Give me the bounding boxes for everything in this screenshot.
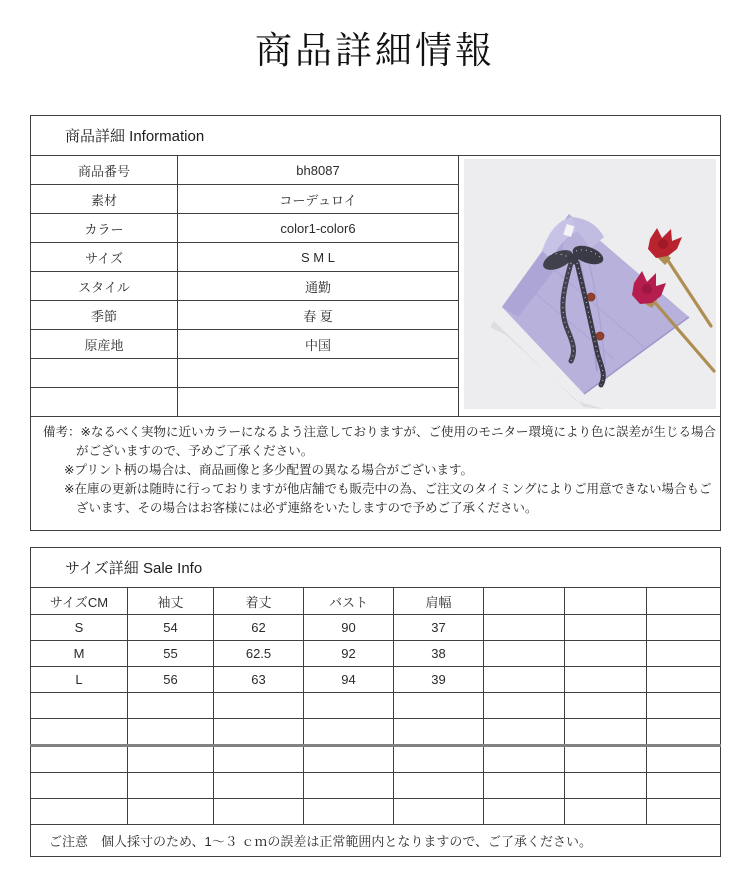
size-cell: 62	[214, 615, 304, 641]
size-cell	[484, 719, 565, 746]
size-cell	[31, 719, 128, 746]
info-label: 原産地	[31, 330, 178, 359]
info-table-header-row	[31, 116, 721, 156]
size-cell	[484, 693, 565, 719]
size-column-header	[484, 588, 565, 615]
remark-line: がございますので、予めご了承ください。	[76, 444, 314, 458]
size-cell	[647, 799, 721, 825]
info-table-title: 商品詳細 Information	[31, 116, 721, 156]
table-row	[31, 615, 721, 641]
flower-red-center	[658, 239, 668, 249]
size-cell	[565, 615, 647, 641]
size-cell	[565, 746, 647, 773]
info-value	[178, 359, 459, 388]
size-cell: 94	[304, 667, 394, 693]
size-column-header: サイズCM	[31, 588, 128, 615]
size-cell	[647, 773, 721, 799]
info-value: S M L	[178, 243, 459, 272]
table-row	[31, 156, 721, 185]
product-photo	[464, 159, 716, 409]
size-cell	[647, 641, 721, 667]
size-info-table	[30, 547, 721, 857]
size-cell: 90	[304, 615, 394, 641]
size-cell: 92	[304, 641, 394, 667]
size-cell	[128, 719, 214, 746]
flower-pink-center	[642, 284, 652, 294]
size-cell	[128, 773, 214, 799]
info-value: 春 夏	[178, 301, 459, 330]
size-cell: 37	[394, 615, 484, 641]
size-cell	[647, 667, 721, 693]
size-cell: 63	[214, 667, 304, 693]
table-row	[31, 746, 721, 773]
size-column-header-row	[31, 588, 721, 615]
info-value: コーデュロイ	[178, 185, 459, 214]
size-cell	[304, 773, 394, 799]
size-cell	[214, 773, 304, 799]
size-cell	[484, 615, 565, 641]
table-row	[31, 693, 721, 719]
size-cell	[394, 719, 484, 746]
product-photo-cell	[459, 156, 721, 417]
size-column-header	[647, 588, 721, 615]
size-table-title: サイズ詳細 Sale Info	[31, 548, 721, 588]
info-label: 季節	[31, 301, 178, 330]
size-cell	[565, 641, 647, 667]
size-cell	[394, 773, 484, 799]
table-row	[31, 799, 721, 825]
remark-line: ※在庫の更新は随時に行っておりますが他店舗でも販売中の為、ご注文のタイミングによりご用意できない場合もご	[64, 482, 712, 496]
size-cell	[565, 667, 647, 693]
size-table-header-row	[31, 548, 721, 588]
size-cell	[565, 799, 647, 825]
size-cell	[565, 719, 647, 746]
size-cell	[484, 641, 565, 667]
size-cell	[394, 746, 484, 773]
size-cell	[128, 693, 214, 719]
info-label: カラー	[31, 214, 178, 243]
size-note: ご注意 個人採寸のため、1～３ ｃｍの誤差は正常範囲内となりますので、ご了承ください。	[31, 825, 721, 857]
size-cell	[31, 746, 128, 773]
size-cell	[214, 693, 304, 719]
size-column-header: 袖丈	[128, 588, 214, 615]
remarks	[31, 417, 721, 531]
table-row	[31, 641, 721, 667]
size-cell	[647, 615, 721, 641]
size-cell: 54	[128, 615, 214, 641]
size-cell	[565, 693, 647, 719]
size-cell	[214, 719, 304, 746]
size-cell: 38	[394, 641, 484, 667]
remark-line: ※プリント柄の場合は、商品画像と多少配置の異なる場合がございます。	[64, 463, 473, 477]
info-label: 商品番号	[31, 156, 178, 185]
info-label: サイズ	[31, 243, 178, 272]
size-column-header	[565, 588, 647, 615]
size-cell: S	[31, 615, 128, 641]
size-cell	[214, 799, 304, 825]
size-cell	[31, 799, 128, 825]
size-cell: L	[31, 667, 128, 693]
size-cell	[31, 773, 128, 799]
size-cell	[647, 693, 721, 719]
size-column-header: バスト	[304, 588, 394, 615]
page-title: 商品詳細情報	[255, 31, 495, 72]
info-label	[31, 388, 178, 417]
info-label	[31, 359, 178, 388]
remark-line: ざいます、その場合はお客様には必ず連絡をいたしますので予めご了承ください。	[76, 501, 538, 515]
size-cell: M	[31, 641, 128, 667]
size-cell	[484, 667, 565, 693]
info-value: bh8087	[178, 156, 459, 185]
size-cell	[304, 799, 394, 825]
product-info-table	[30, 115, 721, 531]
remarks-row	[31, 417, 721, 531]
size-column-header: 肩幅	[394, 588, 484, 615]
size-cell	[484, 773, 565, 799]
size-cell	[128, 799, 214, 825]
size-cell	[128, 746, 214, 773]
size-cell	[304, 719, 394, 746]
size-cell	[304, 693, 394, 719]
size-cell	[565, 773, 647, 799]
size-cell: 62.5	[214, 641, 304, 667]
info-value: 通勤	[178, 272, 459, 301]
size-cell: 39	[394, 667, 484, 693]
size-cell	[31, 693, 128, 719]
size-note-row	[31, 825, 721, 857]
size-cell	[484, 746, 565, 773]
info-value: color1-color6	[178, 214, 459, 243]
size-cell	[394, 799, 484, 825]
table-row	[31, 719, 721, 746]
remark-line: 備考：※なるべく実物に近いカラーになるよう注意しておりますが、ご使用のモニター環境により色に誤差が生じる場合	[43, 425, 716, 439]
size-cell: 56	[128, 667, 214, 693]
size-cell	[214, 746, 304, 773]
size-cell	[484, 799, 565, 825]
table-row	[31, 667, 721, 693]
size-cell	[394, 693, 484, 719]
info-value: 中国	[178, 330, 459, 359]
size-cell	[647, 746, 721, 773]
size-column-header: 着丈	[214, 588, 304, 615]
shirt-button	[596, 332, 604, 340]
info-label: 素材	[31, 185, 178, 214]
info-label: スタイル	[31, 272, 178, 301]
size-cell	[304, 746, 394, 773]
info-value	[178, 388, 459, 417]
size-cell	[647, 719, 721, 746]
table-row	[31, 773, 721, 799]
size-cell: 55	[128, 641, 214, 667]
